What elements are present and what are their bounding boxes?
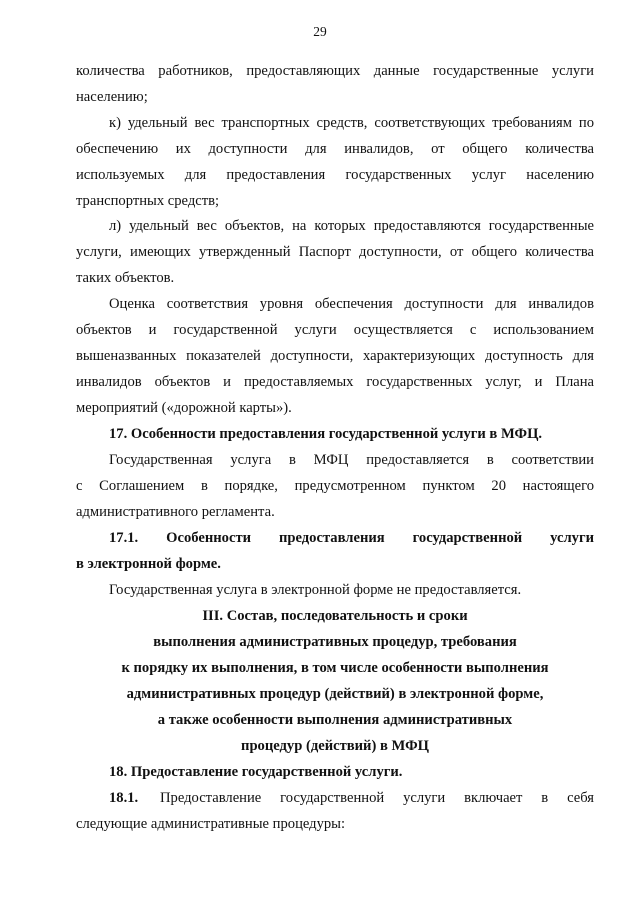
paragraph-start: Оценка соответствия уровня обеспечения доступности для инвалидов — [109, 296, 594, 312]
chapter-heading: а также особенности выполнения административных — [157, 712, 513, 728]
text-line: обеспечению их доступности для инвалидов, от общего количества — [76, 141, 594, 157]
paragraph-start: Государственная услуга в МФЦ предоставляется в соответствии — [109, 452, 594, 468]
section-heading-17-1-cont: в электронной форме. — [76, 556, 221, 572]
text-line: используемых для предоставления государственных услуг населению — [76, 167, 594, 183]
text-line: Государственная услуга в электронной форме не предоставляется. — [109, 582, 522, 598]
text-line: количества работников, предоставляющих данные государственные услуги — [76, 63, 594, 79]
text-line: с Соглашением в порядке, предусмотренном пунктом 20 настоящего — [76, 478, 594, 494]
text-line: таких объектов. — [76, 270, 175, 286]
text-line: транспортных средств; — [76, 193, 220, 209]
text-line: следующие административные процедуры: — [76, 816, 346, 832]
page-number: 29 — [313, 24, 327, 39]
chapter-heading: выполнения административных процедур, требования — [153, 634, 517, 650]
text-line: объектов и государственной услуги осуществляется с использованием — [76, 322, 594, 338]
chapter-heading: административных процедур (действий) в электронной форме, — [126, 686, 544, 702]
text-line: мероприятий («дорожной карты»). — [76, 400, 292, 416]
section-heading-17-1: 17.1. Особенности предоставления государственной услуги — [109, 530, 594, 546]
section-heading-17: 17. Особенности предоставления государственной услуги в МФЦ. — [109, 426, 543, 442]
text-line: инвалидов объектов и предоставляемых государственных услуг, и Плана — [76, 374, 594, 390]
clause-number: 18.1. — [109, 790, 139, 806]
text-line: Предоставление государственной услуги включает в себя — [160, 790, 594, 806]
list-item-k: к) удельный вес транспортных средств, соответствующих требованиям по — [109, 115, 594, 131]
text-line: административного регламента. — [76, 504, 275, 520]
section-heading-18: 18. Предоставление государственной услуги. — [109, 764, 403, 780]
chapter-heading: к порядку их выполнения, в том числе особенности выполнения — [121, 660, 549, 676]
text-line: услуги, имеющих утвержденный Паспорт доступности, от общего количества — [76, 244, 594, 260]
chapter-heading: процедур (действий) в МФЦ — [241, 738, 429, 754]
text-line: населению; — [76, 89, 148, 105]
chapter-heading: III. Состав, последовательность и сроки — [202, 608, 468, 624]
list-item-l: л) удельный вес объектов, на которых предоставляются государственные — [109, 218, 594, 234]
text-line: вышеназванных показателей доступности, характеризующих доступность для — [76, 348, 594, 364]
